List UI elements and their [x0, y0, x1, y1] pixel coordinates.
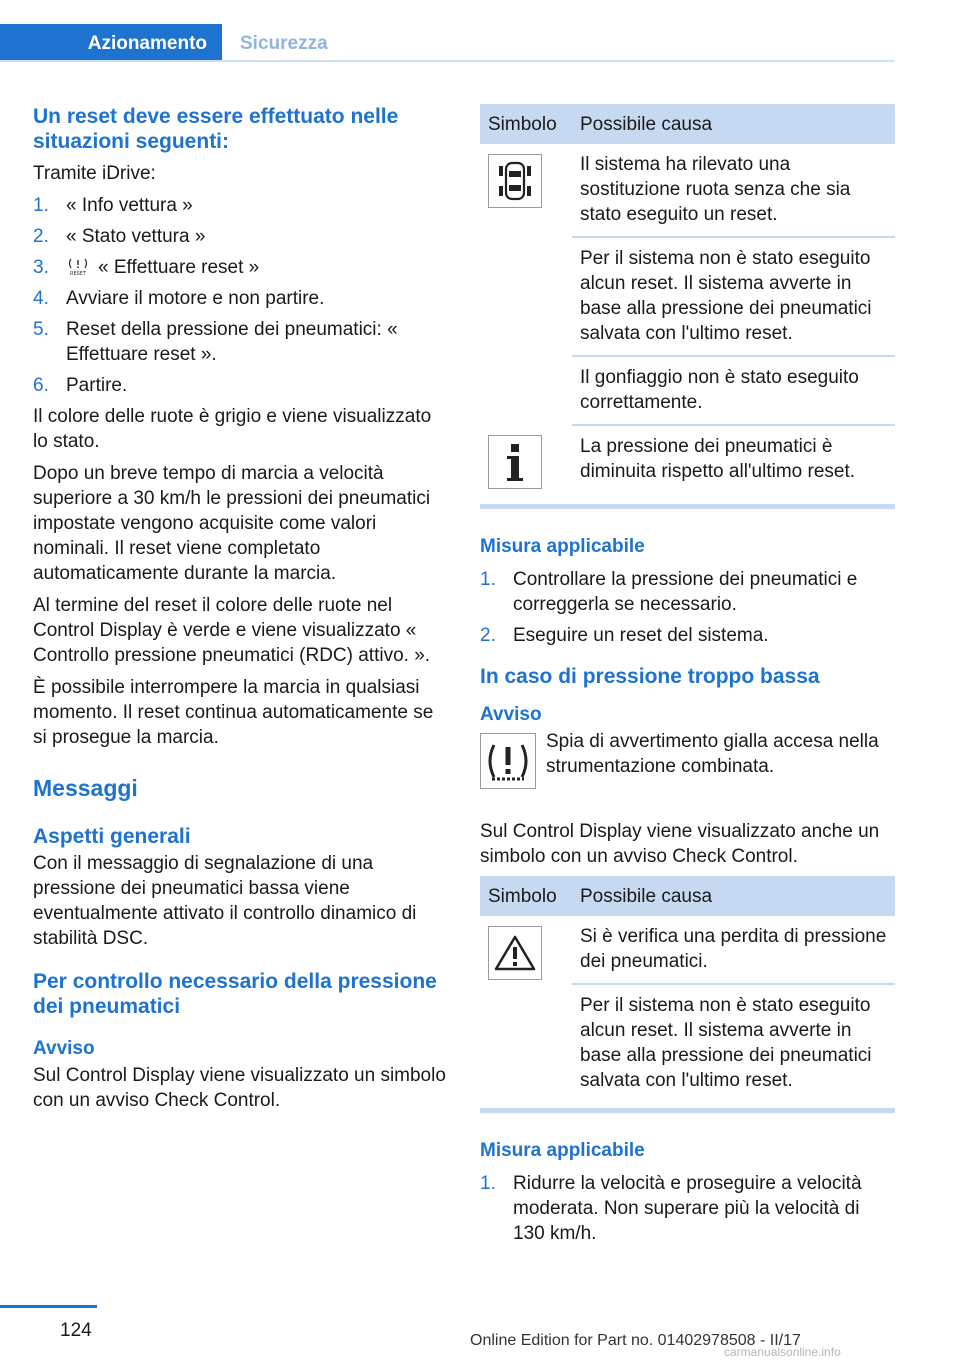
list-item: 4. Avviare il motore e non partire. [33, 288, 325, 309]
heading-avviso: Avviso [480, 704, 542, 725]
list-item: 2. « Stato vettura » [33, 226, 206, 247]
measure-steps-list [480, 1171, 895, 1246]
paragraph: Sul Control Display viene visualizzato un simbolo con un avviso Check Control. [33, 1065, 446, 1111]
paragraph: Al termine del reset il colore delle ruote nel Control Display è verde e viene visualizzato « Controllo pressione pneumatici (RDC) attivo. ». [33, 595, 431, 666]
table-end-rule [480, 1108, 895, 1113]
warning-lamp-text: Spia di avvertimento gialla accesa nella strumentazione combinata. [546, 731, 879, 777]
list-item: 5. Reset della pressione dei pneumatici: « Effettuare reset ». [33, 319, 398, 365]
svg-text:RESET: RESET [69, 271, 87, 276]
car-tire-icon [488, 154, 542, 208]
paragraph: Sul Control Display viene visualizzato anche un simbolo con un avviso Check Control. [480, 821, 880, 867]
heading-misura-applicabile: Misura applicabile [480, 1140, 645, 1161]
paragraph: È possibile interrompere la marcia in qualsiasi momento. Il reset continua automaticamente se si prosegue la marcia. [33, 677, 434, 748]
table-row [480, 916, 895, 984]
heading-messaggi: Messaggi [33, 775, 138, 801]
column-header-symbol: Simbolo [480, 104, 572, 144]
tab-sicurezza[interactable]: Sicurezza [240, 32, 328, 54]
cause-text: Il gonfiaggio non è stato eseguito correttamente. [572, 356, 895, 425]
watermark: carmanualsonline.info [724, 1345, 841, 1359]
list-item: 1. Ridurre la velocità e proseguire a velocità moderata. Non superare più la velocità di 130 km/h. [480, 1173, 862, 1244]
right-column [480, 104, 895, 1252]
heading-pressione-bassa: In caso di pressione troppo bassa [480, 665, 820, 688]
heading-controllo-necessario: Per controllo necessario della pressione dei pneumatici [33, 970, 437, 1018]
table-row [480, 144, 895, 237]
list-item: 1. « Info vettura » [33, 195, 193, 216]
page-header [0, 0, 894, 62]
warning-lamp-row [480, 733, 895, 813]
column-header-cause: Possibile causa [572, 104, 895, 144]
tire-pressure-warning-icon [480, 733, 536, 789]
list-item: 3. RESET « Effettuare reset » [33, 257, 260, 278]
paragraph: Dopo un breve tempo di marcia a velocità superiore a 30 km/h le pressioni dei pneumatici impostate vengono acquisite come valori nominali. Il reset viene completato automaticamente durante la marcia. [33, 463, 431, 584]
heading-reset-situations: Un reset deve essere effettuato nelle situazioni seguenti: [33, 105, 399, 153]
tire-reset-icon [66, 258, 90, 276]
paragraph: Con il messaggio di segnalazione di una pressione dei pneumatici bassa viene eventualmente attivato il controllo dinamico di stabilità DSC. [33, 853, 417, 949]
info-icon [488, 435, 542, 489]
header-divider [0, 60, 894, 62]
cause-text: Per il sistema non è stato eseguito alcun reset. Il sistema avverte in base alla pressione dei pneumatici salvata con l'ultimo reset. [572, 237, 895, 356]
edition-note: Online Edition for Part no. 01402978508 - II/17 [470, 1332, 801, 1349]
intro-text: Tramite iDrive: [33, 163, 156, 184]
table-end-rule [480, 504, 895, 509]
measure-steps-list [480, 567, 895, 648]
column-header-cause: Possibile causa [572, 876, 895, 916]
list-item: 2. Eseguire un reset del sistema. [480, 625, 769, 646]
column-header-symbol: Simbolo [480, 876, 572, 916]
page-number: 124 [60, 1320, 92, 1341]
footer-rule [0, 1305, 97, 1308]
table-row [480, 425, 895, 498]
cause-text: Per il sistema non è stato eseguito alcun reset. Il sistema avverte in base alla pressione dei pneumatici salvata con l'ultimo reset. [580, 995, 872, 1091]
tab-azionamento[interactable]: Azionamento [0, 24, 222, 62]
paragraph: Il colore delle ruote è grigio e viene visualizzato lo stato. [33, 406, 432, 452]
list-item: 6. Partire. [33, 375, 128, 396]
warning-triangle-icon [488, 926, 542, 980]
cause-text: Il sistema ha rilevato una sostituzione ruota senza che sia stato eseguito un reset. [572, 144, 895, 237]
heading-misura-applicabile: Misura applicabile [480, 536, 645, 557]
heading-avviso: Avviso [33, 1038, 95, 1059]
reset-steps-list [33, 193, 447, 398]
heading-aspetti-generali: Aspetti generali [33, 825, 191, 848]
symbol-table-1 [480, 104, 895, 498]
symbol-table-2 [480, 876, 895, 1102]
left-column [33, 104, 447, 1120]
cause-text: Si è verifica una perdita di pressione dei pneumatici. [572, 916, 895, 984]
cause-text: La pressione dei pneumatici è diminuita rispetto all'ultimo reset. [580, 436, 856, 482]
list-item: 1. Controllare la pressione dei pneumatici e correggerla se necessario. [480, 569, 858, 615]
